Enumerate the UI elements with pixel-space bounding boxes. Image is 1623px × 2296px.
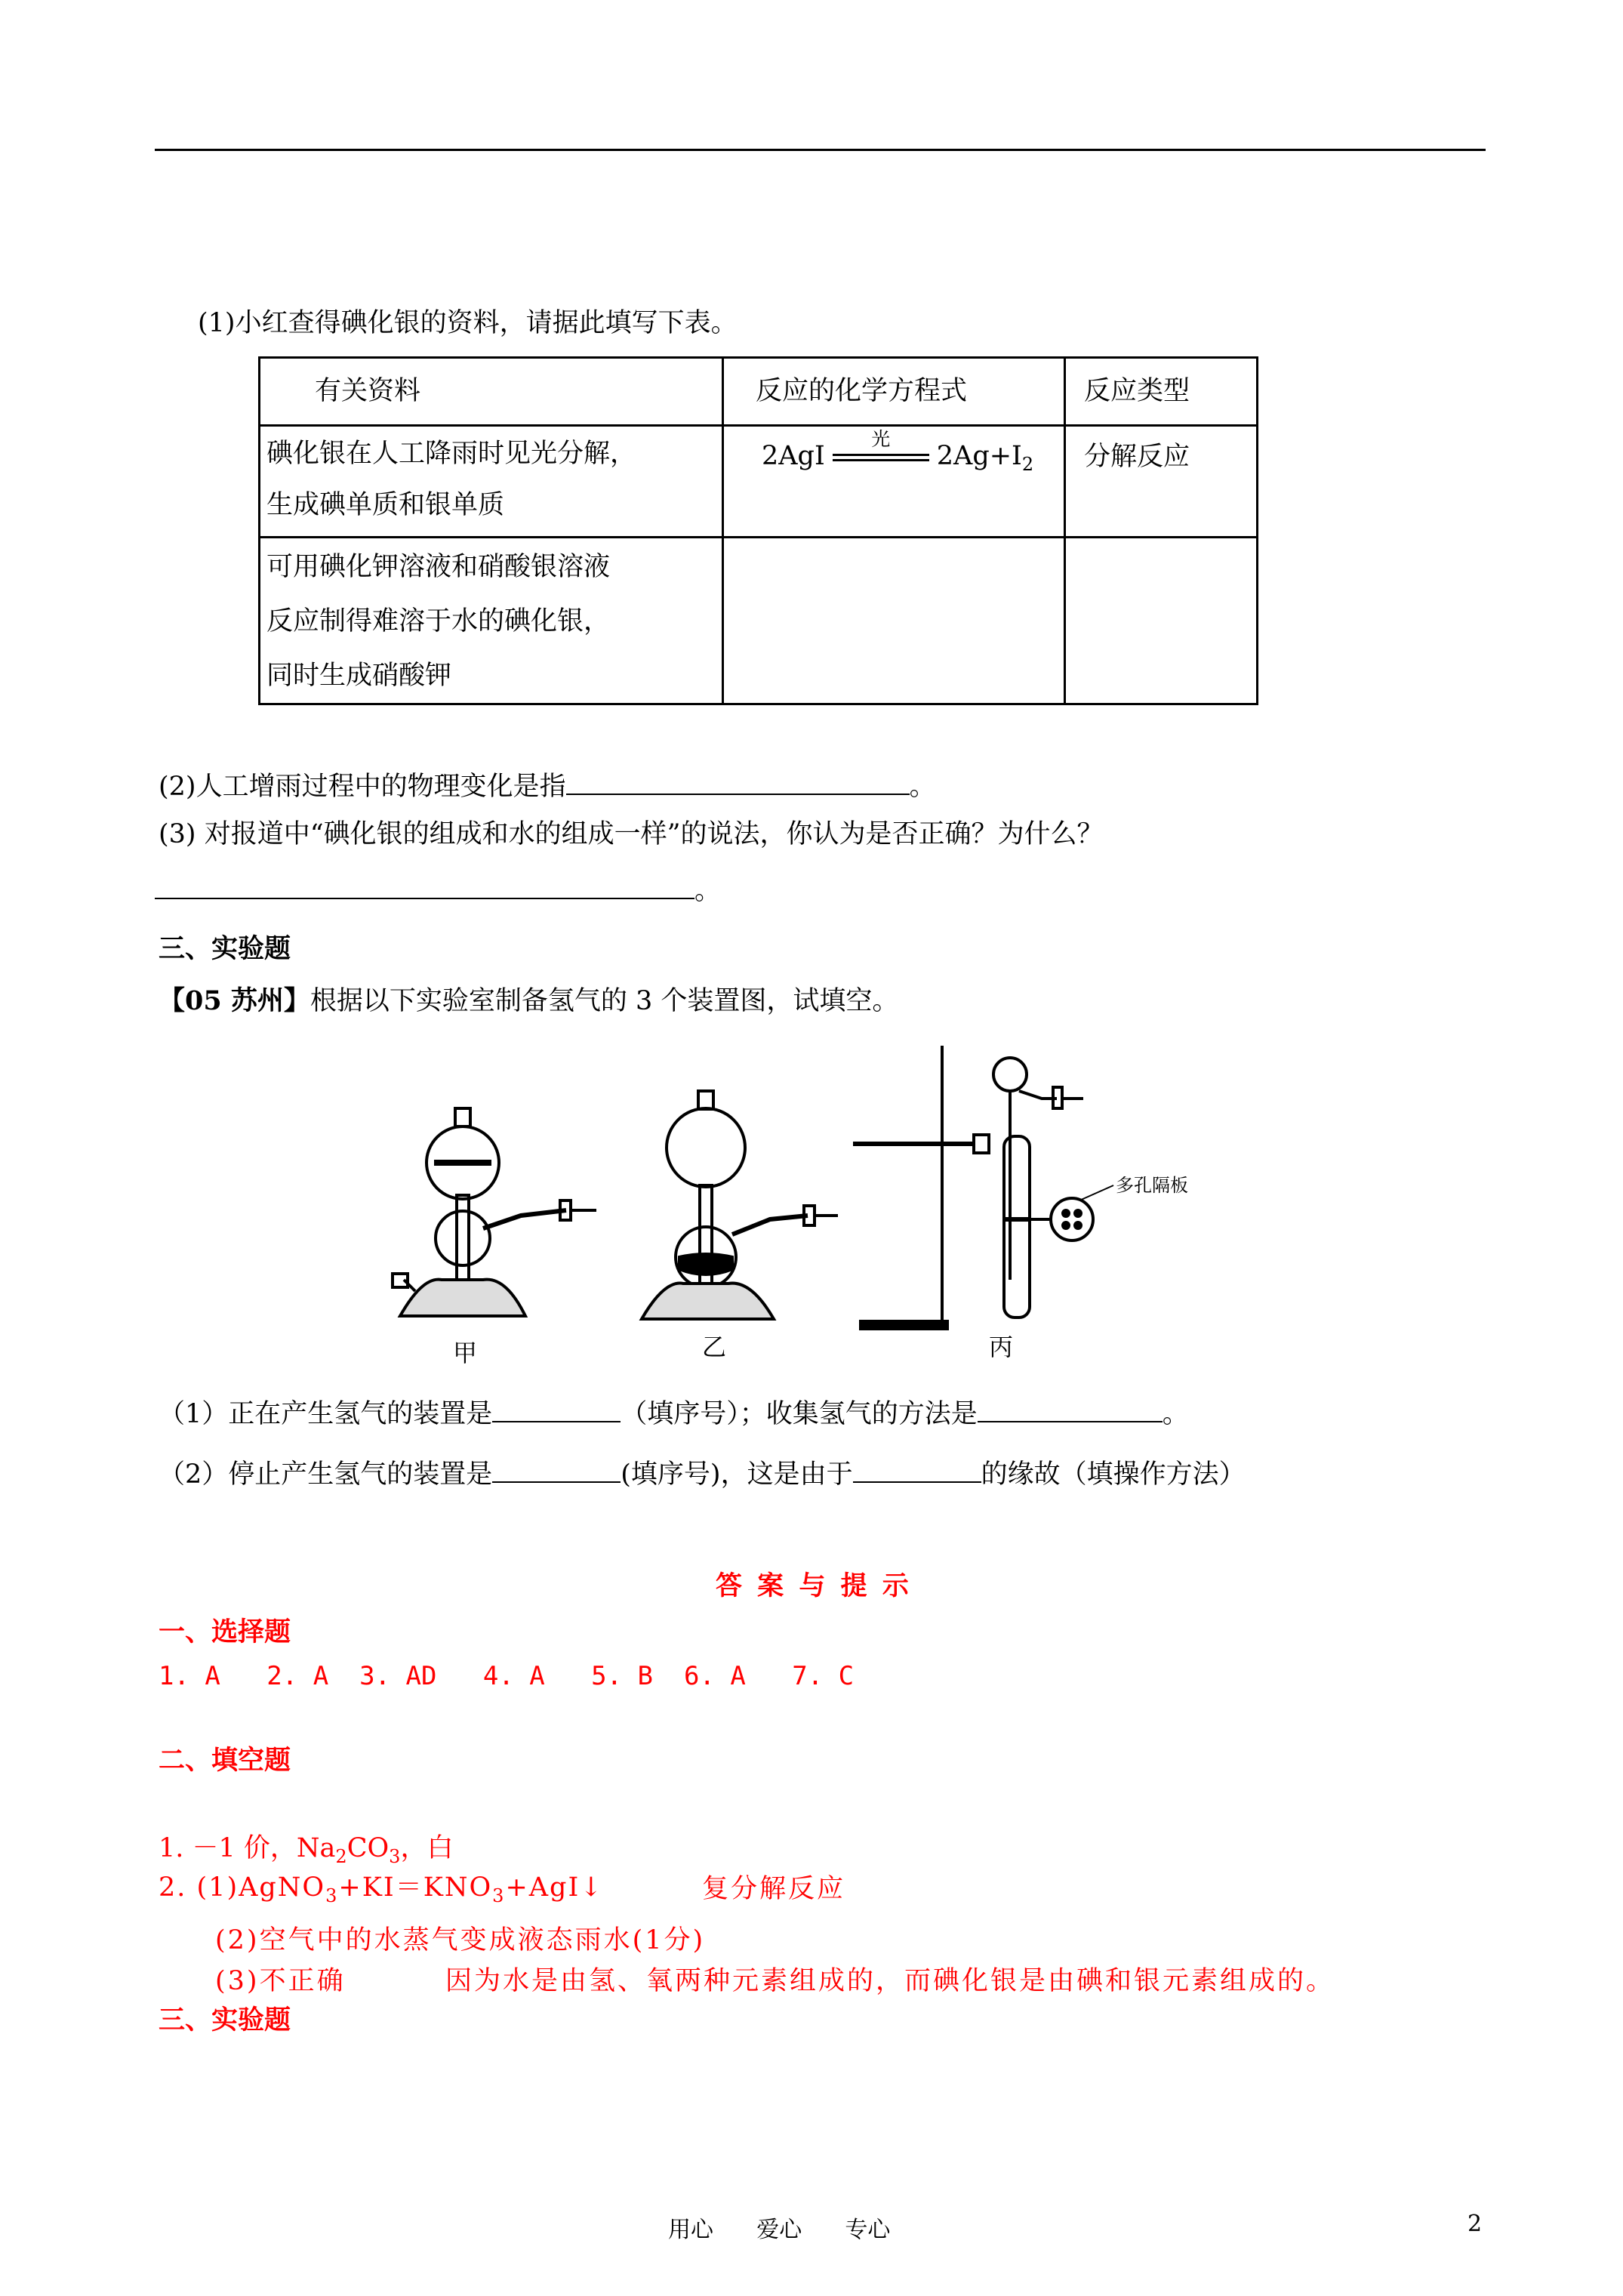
answer-2-equation: +KI＝KNO — [338, 1872, 493, 1903]
answer-2-subscript: 3 — [492, 1885, 506, 1906]
answer-2-type: 复分解反应 — [702, 1874, 846, 1904]
answer-line-1 — [159, 1833, 453, 1872]
experiment-q1-text: （填序号）；收集氢气的方法是 — [621, 1399, 978, 1429]
apparatus-label-bing: 丙 — [989, 1333, 1014, 1361]
header-rule — [155, 149, 1486, 151]
question-3-text: (3) 对报道中“碘化银的组成和水的组成一样”的说法，你认为是否正确？为什么？ — [159, 819, 1104, 849]
info-line: 可用碘化钾溶液和硝酸银溶液 — [266, 552, 611, 582]
table-row — [260, 538, 1258, 704]
answer-1-subscript: 3 — [389, 1846, 401, 1867]
apparatus-yi — [642, 1091, 838, 1319]
apparatus-jia — [393, 1108, 596, 1316]
experiment-question-1 — [159, 1395, 1189, 1429]
equation-cell — [723, 426, 1065, 538]
answer-1-subscript: 2 — [335, 1846, 347, 1867]
type-cell: 分解反应 — [1065, 426, 1258, 538]
table-header-cell: 有关资料 — [260, 358, 723, 426]
answer-blank[interactable] — [853, 1456, 981, 1483]
answer-blank[interactable] — [978, 1395, 1163, 1422]
info-line: 反应制得难溶于水的碘化银， — [266, 606, 611, 636]
experiment-question-2 — [159, 1456, 1246, 1490]
answer-blank[interactable] — [155, 872, 694, 899]
info-line: 生成碘单质和银单质 — [266, 490, 505, 520]
question-3-suffix: 。 — [694, 876, 722, 906]
question-2-text: (2)人工增雨过程中的物理变化是指 — [159, 772, 566, 802]
answer-2-part-3-verdict: (3)不正确 — [215, 1966, 346, 1996]
answer-2-part-2: (2)空气中的水蒸气变成液态雨水(1分) — [215, 1925, 706, 1955]
apparatus-bing — [853, 1046, 1113, 1329]
equation-condition: 光 — [871, 427, 891, 450]
answer-1-text: ，白 — [400, 1833, 454, 1863]
table-row — [260, 426, 1258, 538]
info-cell — [260, 426, 723, 538]
answer-choices: 1. A 2. A 3. AD 4. A 5. B 6. A 7. C — [159, 1661, 855, 1691]
experiment-intro — [159, 986, 898, 1016]
answer-title: 答 案 与 提 示 — [716, 1570, 912, 1601]
page-footer: 用心 爱心 专心 — [668, 2217, 891, 2243]
page-number: 2 — [1467, 2211, 1483, 2237]
apparatus-figure — [377, 1031, 1188, 1385]
answer-2-equation: 2. (1)AgNO — [159, 1872, 326, 1903]
question-2 — [159, 768, 936, 802]
answer-1-text: CO — [346, 1833, 390, 1863]
answer-blank[interactable] — [492, 1395, 621, 1422]
equation-right: 2Ag+I — [936, 441, 1022, 471]
answer-blank[interactable] — [492, 1456, 621, 1483]
section-3-title: 三、实验题 — [159, 933, 291, 964]
answer-section-3-title: 三、实验题 — [159, 2005, 291, 2036]
apparatus-label-yi: 乙 — [702, 1333, 727, 1361]
equation-sign — [833, 427, 929, 463]
table-header-cell: 反应的化学方程式 — [723, 358, 1065, 426]
answer-section-1-title: 一、选择题 — [159, 1616, 291, 1647]
experiment-q1-text: （1）正在产生氢气的装置是 — [159, 1399, 493, 1429]
answer-blank[interactable] — [566, 768, 910, 795]
experiment-tag: 【05 苏州】 — [159, 985, 310, 1016]
experiment-q2-text: (填序号)，这是由于 — [621, 1459, 853, 1490]
table-header-row — [260, 358, 1258, 426]
type-cell-empty — [1065, 538, 1258, 704]
data-table — [258, 356, 1258, 705]
experiment-intro-text: 根据以下实验室制备氢气的 3 个装置图，试填空。 — [310, 986, 899, 1016]
answer-line-2 — [159, 1872, 604, 1911]
experiment-q1-text: 。 — [1162, 1399, 1189, 1429]
question-2-suffix: 。 — [909, 772, 936, 802]
apparatus-label-jia: 甲 — [453, 1339, 478, 1367]
apparatus-note: 多孔隔板 — [1116, 1175, 1188, 1196]
info-line: 碘化银在人工降雨时见光分解， — [266, 439, 637, 469]
table-header-cell: 反应类型 — [1065, 358, 1258, 426]
equation-cell-empty — [723, 538, 1065, 704]
question-3-answer-line — [155, 872, 721, 906]
answer-2-subscript: 3 — [325, 1885, 339, 1906]
experiment-q2-text: 的缘故（填操作方法） — [981, 1459, 1246, 1490]
equation-left: 2AgI — [762, 441, 825, 471]
answer-section-2-title: 二、填空题 — [159, 1745, 291, 1776]
info-line: 同时生成硝酸钾 — [266, 661, 452, 691]
experiment-q2-text: （2）停止产生氢气的装置是 — [159, 1459, 493, 1490]
answer-1-text: 1. －1 价，Na — [159, 1833, 336, 1863]
answer-2-equation: +AgI↓ — [505, 1872, 604, 1903]
equation-right-subscript: 2 — [1021, 454, 1034, 475]
info-cell — [260, 538, 723, 704]
question-1-text: (1)小红查得碘化银的资料，请据此填写下表。 — [198, 308, 738, 338]
answer-2-part-3-reason: 因为水是由氢、氧两种元素组成的，而碘化银是由碘和银元素组成的。 — [445, 1966, 1335, 1996]
